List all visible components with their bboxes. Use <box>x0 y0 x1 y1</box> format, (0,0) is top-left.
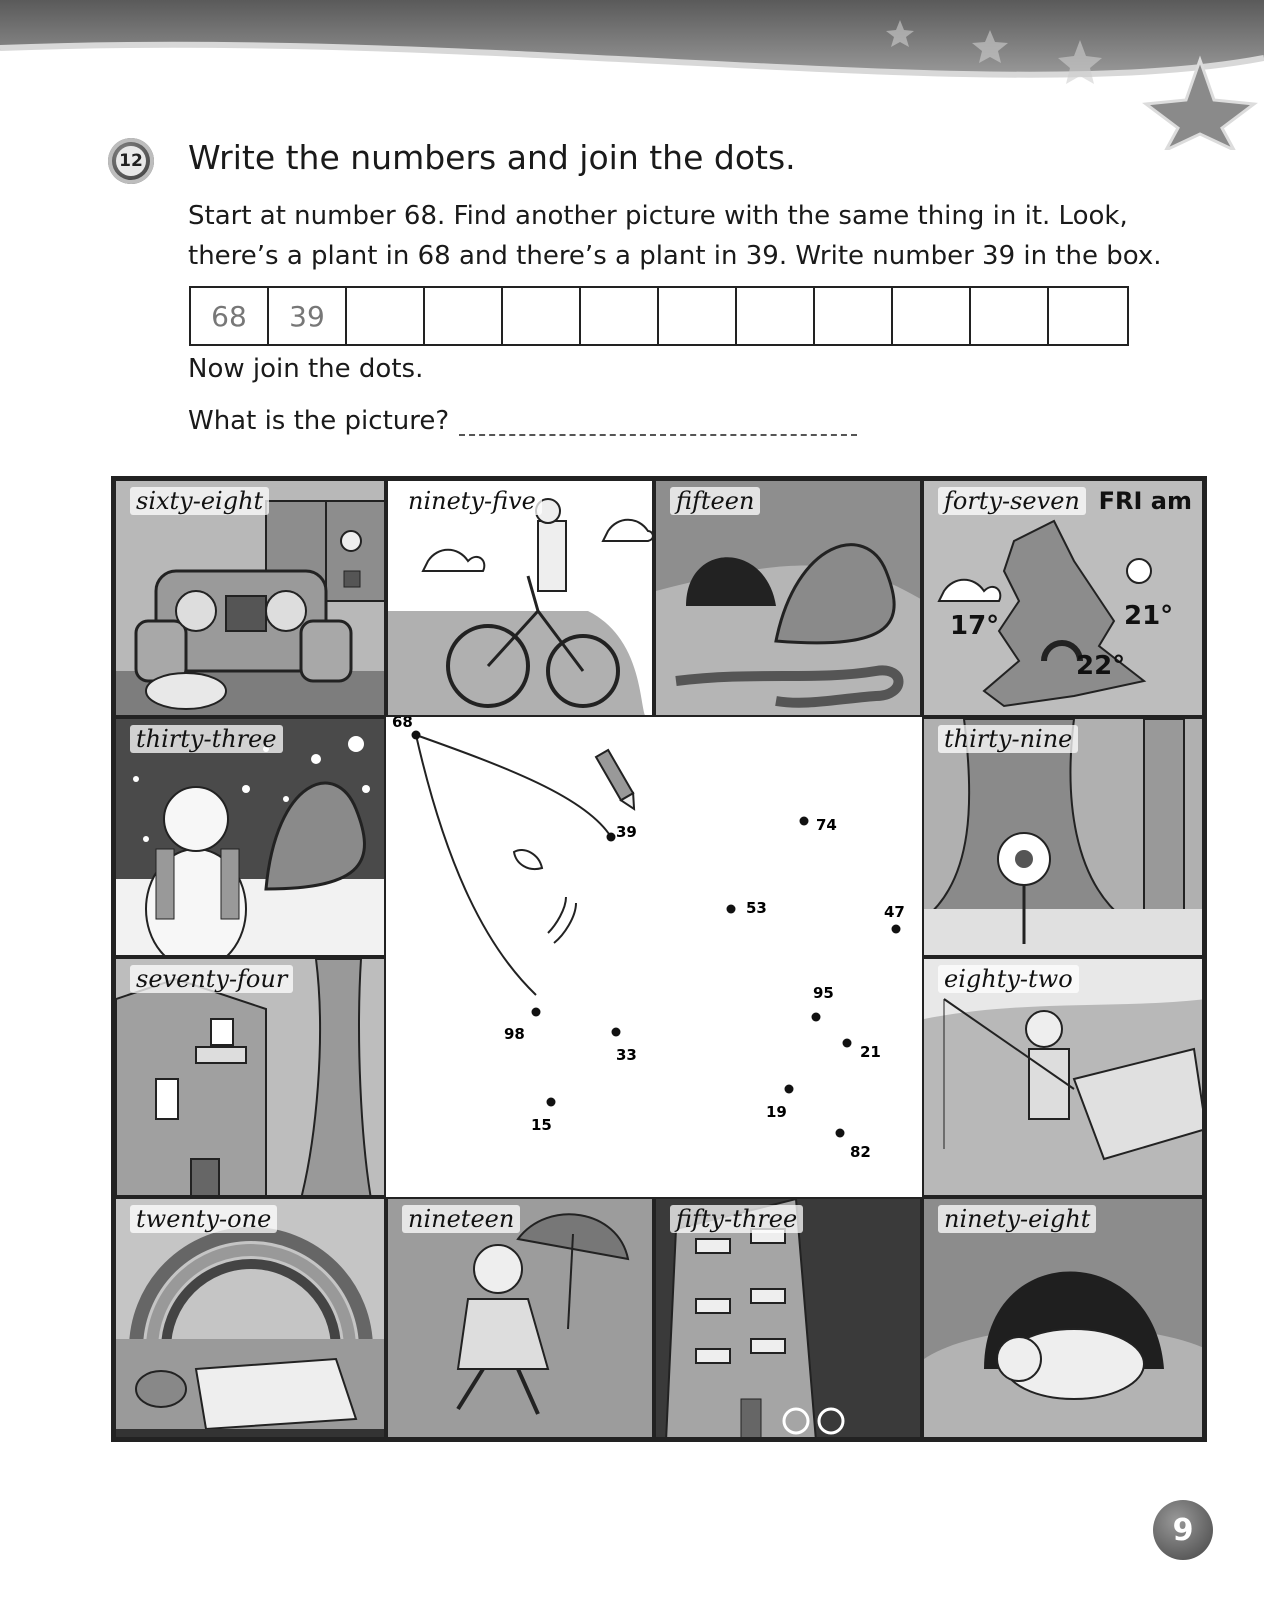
tile-twenty-one <box>114 1197 386 1439</box>
exercise-instructions: Start at number 68. Find another picture with the same thing in it. Look, there’s a plant in 68 and there’s a plant in 39. Write number 39 in the box. <box>188 201 1162 271</box>
tree-flower-icon <box>924 719 1204 957</box>
dot-47[interactable] <box>892 925 901 934</box>
answer-box[interactable] <box>347 288 425 344</box>
tile-label: thirty-nine <box>938 725 1078 753</box>
dot-15[interactable] <box>547 1098 556 1107</box>
tile-label: twenty-one <box>130 1205 277 1233</box>
sofa-scene-icon <box>116 481 386 717</box>
tile-label: forty-seven <box>938 487 1086 515</box>
tile-label: sixty-eight <box>130 487 269 515</box>
picture-grid <box>111 476 1207 1442</box>
weather-day-tag: FRI am <box>1098 487 1192 515</box>
dot-label: 39 <box>616 823 637 841</box>
answer-box[interactable] <box>425 288 503 344</box>
answer-box[interactable]: 39 <box>269 288 347 344</box>
answer-box[interactable]: 68 <box>191 288 269 344</box>
exercise-title: Write the numbers and join the dots. <box>188 138 796 177</box>
temperature-label: 21° <box>1124 601 1174 631</box>
answer-box[interactable] <box>737 288 815 344</box>
answer-box[interactable] <box>1049 288 1127 344</box>
tile-label: ninety-five <box>402 487 542 515</box>
dot-label: 95 <box>813 984 834 1002</box>
temperature-label: 17° <box>950 611 1000 641</box>
girl-umbrella-icon <box>388 1199 654 1439</box>
dot-to-dot-area[interactable] <box>386 717 922 1197</box>
weather-map-icon <box>924 481 1204 717</box>
dot-33[interactable] <box>612 1028 621 1037</box>
tile-fifty-three <box>654 1197 922 1439</box>
snowman-icon <box>116 719 386 957</box>
dot-label: 74 <box>816 816 837 834</box>
join-instruction: Now join the dots. <box>188 354 424 384</box>
dot-82[interactable] <box>836 1129 845 1138</box>
dot-label: 33 <box>616 1046 637 1064</box>
exercise-number: 12 <box>116 146 146 176</box>
tile-label: nineteen <box>402 1205 520 1233</box>
fishing-man-icon <box>924 959 1204 1197</box>
dot-39[interactable] <box>607 833 616 842</box>
tile-ninety-five <box>386 479 654 717</box>
dot-53[interactable] <box>727 905 736 914</box>
dot-68[interactable] <box>412 731 421 740</box>
exercise-number-badge <box>108 138 154 184</box>
dot-95[interactable] <box>812 1013 821 1022</box>
dot-label: 68 <box>392 717 413 731</box>
dot-19[interactable] <box>785 1085 794 1094</box>
page-number: 9 <box>1153 1500 1213 1560</box>
tile-eighty-two <box>922 957 1204 1197</box>
dot-label: 21 <box>860 1043 881 1061</box>
picture-question-text: What is the picture? <box>188 406 450 436</box>
cyclist-icon <box>388 481 654 717</box>
picture-question <box>188 404 857 436</box>
pencil-icon <box>596 750 640 812</box>
answer-boxes <box>189 286 1129 346</box>
answer-line[interactable] <box>459 404 857 436</box>
rainbow-picnic-icon <box>116 1199 386 1439</box>
tile-ninety-eight <box>922 1197 1204 1439</box>
answer-box[interactable] <box>971 288 1049 344</box>
tile-nineteen <box>386 1197 654 1439</box>
tile-fifteen <box>654 479 922 717</box>
cave-snake-icon <box>656 481 922 717</box>
page-banner <box>0 0 1264 150</box>
answer-box[interactable] <box>893 288 971 344</box>
tile-label: fifty-three <box>670 1205 803 1233</box>
dot-label: 19 <box>766 1103 787 1121</box>
tile-label: ninety-eight <box>938 1205 1096 1233</box>
bear-cave-icon <box>924 1199 1204 1439</box>
dot-label: 15 <box>531 1116 552 1134</box>
star-icon <box>1146 60 1254 150</box>
house-tree-icon <box>116 959 386 1197</box>
answer-box[interactable] <box>659 288 737 344</box>
dot-label: 98 <box>504 1025 525 1043</box>
dot-98[interactable] <box>532 1008 541 1017</box>
tile-thirty-nine <box>922 717 1204 957</box>
dot-label: 47 <box>884 903 905 921</box>
answer-box[interactable] <box>503 288 581 344</box>
tile-seventy-four <box>114 957 386 1197</box>
building-bicycle-icon <box>656 1199 922 1439</box>
tile-label: seventy-four <box>130 965 293 993</box>
dot-to-dot-canvas[interactable] <box>386 717 922 1197</box>
tile-label: thirty-three <box>130 725 283 753</box>
dot-label: 82 <box>850 1143 871 1161</box>
dot-label: 53 <box>746 899 767 917</box>
tile-forty-seven <box>922 479 1204 717</box>
tile-sixty-eight <box>114 479 386 717</box>
tile-thirty-three <box>114 717 386 957</box>
dot-21[interactable] <box>843 1039 852 1048</box>
answer-box[interactable] <box>815 288 893 344</box>
dot-74[interactable] <box>800 817 809 826</box>
tile-label: eighty-two <box>938 965 1079 993</box>
tile-label: fifteen <box>670 487 760 515</box>
temperature-label: 22° <box>1076 651 1126 681</box>
answer-box[interactable] <box>581 288 659 344</box>
